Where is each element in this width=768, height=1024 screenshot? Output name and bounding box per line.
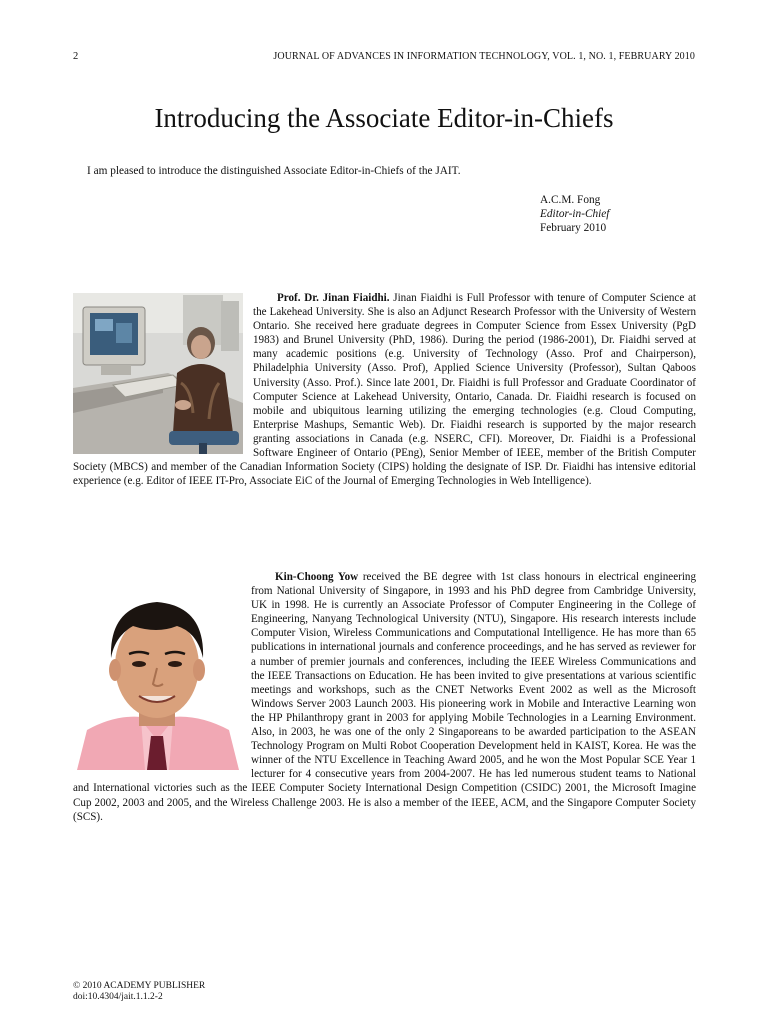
running-head: JOURNAL OF ADVANCES IN INFORMATION TECHNOLOGY, VOL. 1, NO. 1, FEBRUARY 2010 — [273, 51, 695, 62]
bio-text: Jinan Fiaidhi is Full Professor with tenure of Computer Science at the Lakehead University. She is also an Adjunct Research Professor with the University of Western Ontario. She received here graduate degrees in Computer Science from Essex University (PgD 1983) and Brunel University (PhD, 1986). During the period (1986-2001), Dr. Fiaidhi served at many academic positions (e.g. University of Technology (Asso. Prof and Chairperson), Philadelphia University (Asso. Prof), Applied Science University (Professor), Sultan Qaboos University (Asso. Prof.). Since late 2001, Dr. Fiaidhi is full Professor and Graduate Coordinator of Computer Science at Lakehead University, Ontario, Canada. Dr. Fiaidhi research is focused on mobile and ubiquitous learning utilizing the emerging technologies (e.g. Cloud Computing, Enterprise Mashups, Semantic Web). Dr. Fiaidhi research is supported by the major research granting associations in Canada (e.g. NSERC, CFI). Moreover, Dr. Fiaidhi is a Professional Software Engineer of Ontario (PEng), Senior Member of IEEE, member of the British Computer Society (MBCS) and member of the Canadian Information Society (CIPS) holding the designate of ISP. Dr. Fiaidhi has intensive editorial experience (e.g. Editor of IEEE IT-Pro, Associate EiC of the Journal of Emerging Technologies in Web Intelligence). — [73, 292, 696, 488]
doi: doi:10.4304/jait.1.1.2-2 — [73, 992, 163, 1002]
photo-jinan-fiaidhi — [73, 293, 243, 454]
article-title: Introducing the Associate Editor-in-Chiefs — [154, 103, 614, 133]
page-number: 2 — [73, 51, 79, 62]
signature-name: A.C.M. Fong — [540, 194, 601, 206]
signature-role: Editor-in-Chief — [540, 208, 610, 220]
editor-signature — [540, 193, 609, 235]
page-footer — [73, 981, 205, 1003]
publisher-notice: © 2010 ACADEMY PUBLISHER — [73, 981, 206, 991]
photo-kin-choong-yow — [73, 580, 241, 770]
signature-date: February 2010 — [540, 222, 607, 234]
bio-fiaidhi — [73, 291, 696, 488]
bio-yow — [73, 570, 696, 824]
bio-text: received the BE degree with 1st class honours in electrical engineering from National University of Singapore, in 1993 and his PhD degree from Cambridge University, UK in 1998. He is currently an Associate Professor of Computer Engineering in the College of Engineering, Nanyang Technological University (NTU), Singapore. His research interests include Computer Vision, Wireless Communications and Computational Intelligence. He has more than 65 publications in international journals and conference proceedings, and he has served as reviewer for a number of premier journals and conferences, including the IEEE Wireless Communications and the IEEE Transactions on Education. He has been invited to give presentations at various scientific meetings and workshops, such as the CNET Networks Event 2002 as well as the Microsoft Windows Server 2003 Launch 2003. His pioneering work in Mobile and Interactive Learning won the HP Philanthropy grant in 2003 for applying Mobile Technologies in a Learning Environment. Also, in 2003, he was one of the only 2 Singaporeans to be awarded participation to the ASEAN Technology Program on Multi Robot Cooperation Development held in KAIST, Korea. He was the winner of the NTU Excellence in Teaching Award 2005, and he won the Most Popular SCE Year 1 lecturer for 4 consecutive years from 2004-2007. He has led numerous student teams to National and International victories such as the IEEE Computer Society International Design Competition (CSIDC) 2001, the Microsoft Imagine Cup 2002, 2003 and 2005, and the Wireless Challenge 2003. He is also a member of the IEEE, ACM, and the Singapore Computer Society (SCS). — [73, 571, 696, 823]
intro-paragraph: I am pleased to introduce the distinguished Associate Editor-in-Chiefs of the JAIT. — [87, 165, 461, 177]
bio-name: Kin-Choong Yow — [275, 571, 359, 583]
bio-name: Prof. Dr. Jinan Fiaidhi. — [277, 292, 390, 304]
